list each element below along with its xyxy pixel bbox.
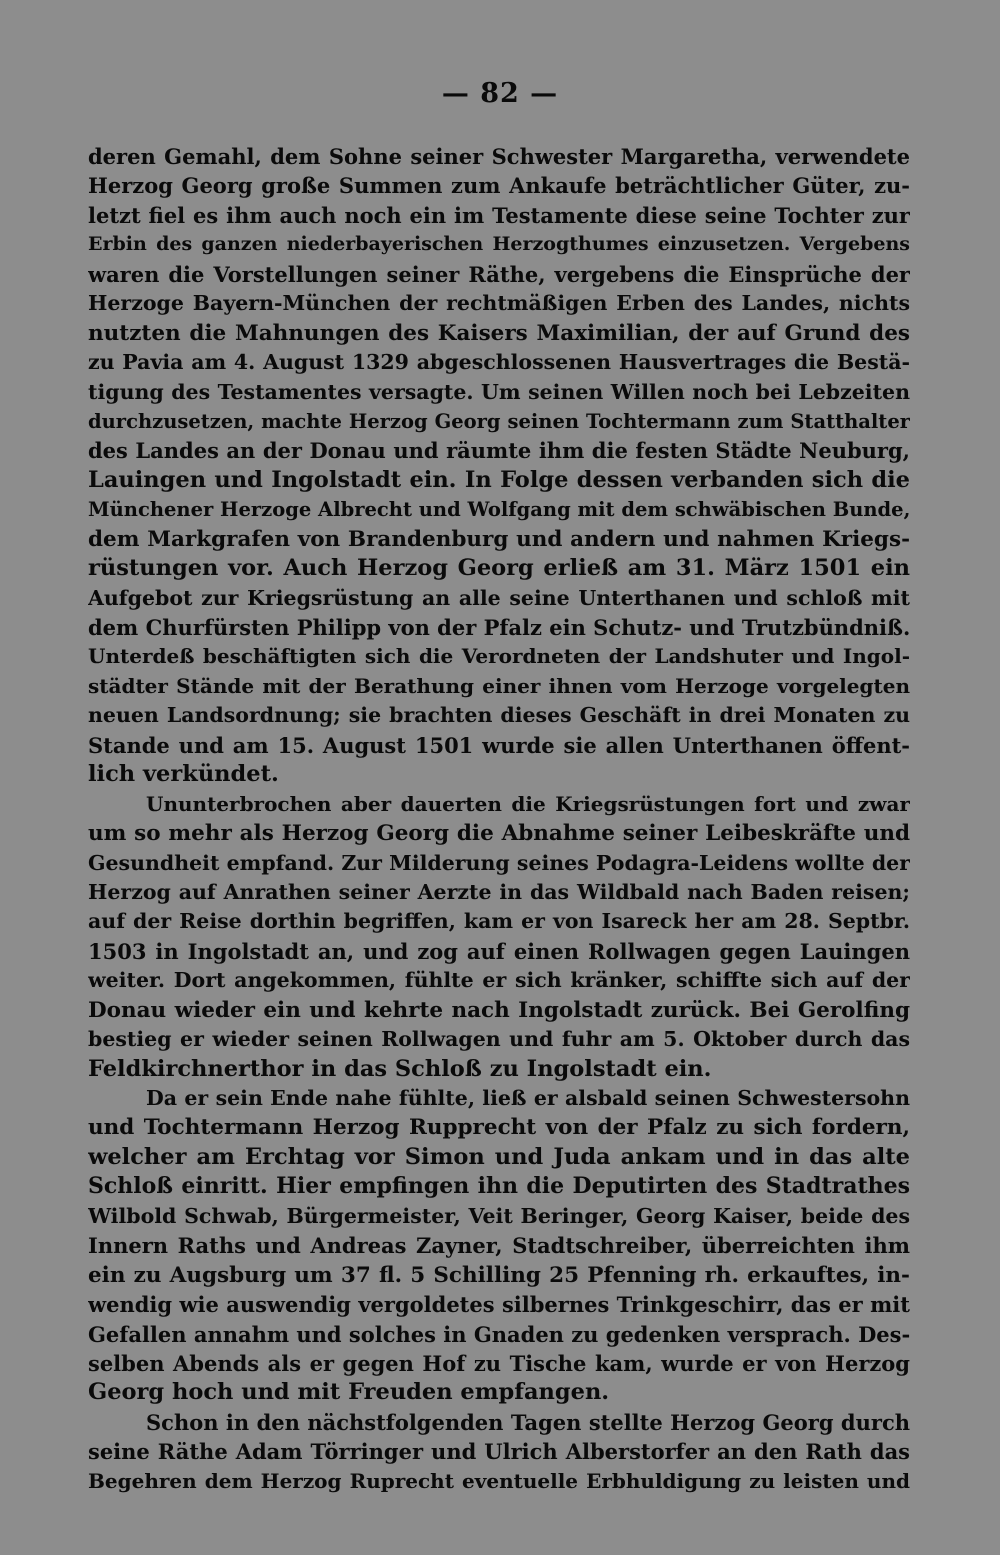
text-line: wendig wie auswendig vergoldetes silbernes Trinkgeschirr, das er mit xyxy=(88,1292,910,1318)
text-line: selben Abends als er gegen Hof zu Tische kam, wurde er von Herzog xyxy=(88,1350,910,1376)
text-line: Herzog auf Anrathen seiner Aerzte in das Wildbald nach Baden reisen; xyxy=(88,879,910,904)
text-line: Stande und am 15. August 1501 wurde sie allen Unterthanen öffent- xyxy=(88,732,910,758)
text-line: dem Markgrafen von Brandenburg und andern und nahmen Kriegs- xyxy=(88,526,910,552)
text-line: tigung des Testamentes versagte. Um seinen Willen noch bei Lebzeiten xyxy=(88,379,910,404)
text-line: Ununterbrochen aber dauerten die Kriegsrüstungen fort und zwar xyxy=(146,791,910,816)
body-text xyxy=(88,142,910,1496)
page-number: — 82 — xyxy=(441,78,559,109)
text-line: um so mehr als Herzog Georg die Abnahme seiner Leibeskräfte und xyxy=(88,821,910,847)
text-line: auf der Reise dorthin begriffen, kam er von Isareck her am 28. Septbr. xyxy=(88,909,910,934)
text-line: Begehren dem Herzog Ruprecht eventuelle Erbhuldigung zu leisten und xyxy=(88,1468,910,1493)
text-line: dem Churfürsten Philipp von der Pfalz ein Schutz- und Trutzbündniß. xyxy=(88,615,910,640)
text-line: Da er sein Ende nahe fühlte, ließ er alsbald seinen Schwestersohn xyxy=(146,1086,910,1110)
text-line: Herzog Georg große Summen zum Ankaufe beträchtlicher Güter, zu- xyxy=(88,173,910,199)
text-line: nutzten die Mahnungen des Kaisers Maximilian, der auf Grund des xyxy=(88,320,910,346)
text-line: waren die Vorstellungen seiner Räthe, vergebens die Einsprüche der xyxy=(88,261,910,287)
text-line: Gefallen annahm und solches in Gnaden zu gedenken versprach. Des- xyxy=(88,1321,910,1347)
text-line: Herzoge Bayern-München der rechtmäßigen Erben des Landes, nichts xyxy=(88,291,910,316)
text-line: Schloß einritt. Hier empfingen ihn die Deputirten des Stadtrathes xyxy=(88,1173,910,1200)
text-line: deren Gemahl, dem Sohne seiner Schwester Margaretha, verwendete xyxy=(88,144,910,169)
text-line: neuen Landsordnung; sie brachten dieses Geschäft in drei Monaten zu xyxy=(88,703,910,728)
text-line: zu Pavia am 4. August 1329 abgeschlossenen Hausvertrages die Bestä- xyxy=(88,350,910,375)
text-line: und Tochtermann Herzog Rupprecht von der Pfalz zu sich fordern, xyxy=(88,1115,910,1141)
text-line: Aufgebot zur Kriegsrüstung an alle seine Unterthanen und schloß mit xyxy=(88,585,910,610)
text-line: Münchener Herzoge Albrecht und Wolfgang mit dem schwäbischen Bunde, xyxy=(88,498,910,522)
text-line: Gesundheit empfand. Zur Milderung seines Podagra-Leidens wollte der xyxy=(88,850,910,875)
text-line: Erbin des ganzen niederbayerischen Herzogthumes einzusetzen. Vergebens xyxy=(88,233,910,256)
text-line: Schon in den nächstfolgenden Tagen stellte Herzog Georg durch xyxy=(146,1409,910,1435)
text-line: Georg hoch und mit Freuden empfangen. xyxy=(88,1379,610,1406)
text-line: des Landes an der Donau und räumte ihm die festen Städte Neuburg, xyxy=(88,438,910,464)
text-line: bestieg er wieder seinen Rollwagen und fuhr am 5. Oktober durch das xyxy=(88,1027,910,1052)
text-line: letzt fiel es ihm auch noch ein im Testamente diese seine Tochter zur xyxy=(88,202,910,228)
text-line: durchzusetzen, machte Herzog Georg seinen Tochtermann zum Statthalter xyxy=(88,409,910,433)
text-line: 1503 in Ingolstadt an, und zog auf einen Rollwagen gegen Lauingen xyxy=(88,938,910,964)
text-line: lich verkündet. xyxy=(88,761,279,788)
text-line: welcher am Erchtag vor Simon und Juda ankam und in das alte xyxy=(88,1143,910,1170)
text-line: Lauingen und Ingolstadt ein. In Folge dessen verbanden sich die xyxy=(88,466,910,493)
text-line: seine Räthe Adam Törringer und Ulrich Alberstorfer an den Rath das xyxy=(88,1439,910,1465)
text-line: weiter. Dort angekommen, fühlte er sich kränker, schiffte sich auf der xyxy=(88,968,910,993)
text-line: Wilbold Schwab, Bürgermeister, Veit Beringer, Georg Kaiser, beide des xyxy=(88,1203,910,1228)
text-line: rüstungen vor. Auch Herzog Georg erließ am 31. März 1501 ein xyxy=(88,555,910,582)
text-line: Donau wieder ein und kehrte nach Ingolstadt zurück. Bei Gerolfing xyxy=(88,997,910,1023)
text-line: städter Stände mit der Berathung einer ihnen vom Herzoge vorgelegten xyxy=(88,673,910,698)
text-line: Innern Raths und Andreas Zayner, Stadtschreiber, überreichten ihm xyxy=(88,1233,910,1259)
text-line: Feldkirchnerthor in das Schloß zu Ingolstadt ein. xyxy=(88,1055,712,1082)
text-line: Unterdeß beschäftigten sich die Verordneten der Landshuter und Ingol- xyxy=(88,644,910,669)
text-line: ein zu Augsburg um 37 fl. 5 Schilling 25 Pfenning rh. erkauftes, in- xyxy=(88,1262,910,1288)
